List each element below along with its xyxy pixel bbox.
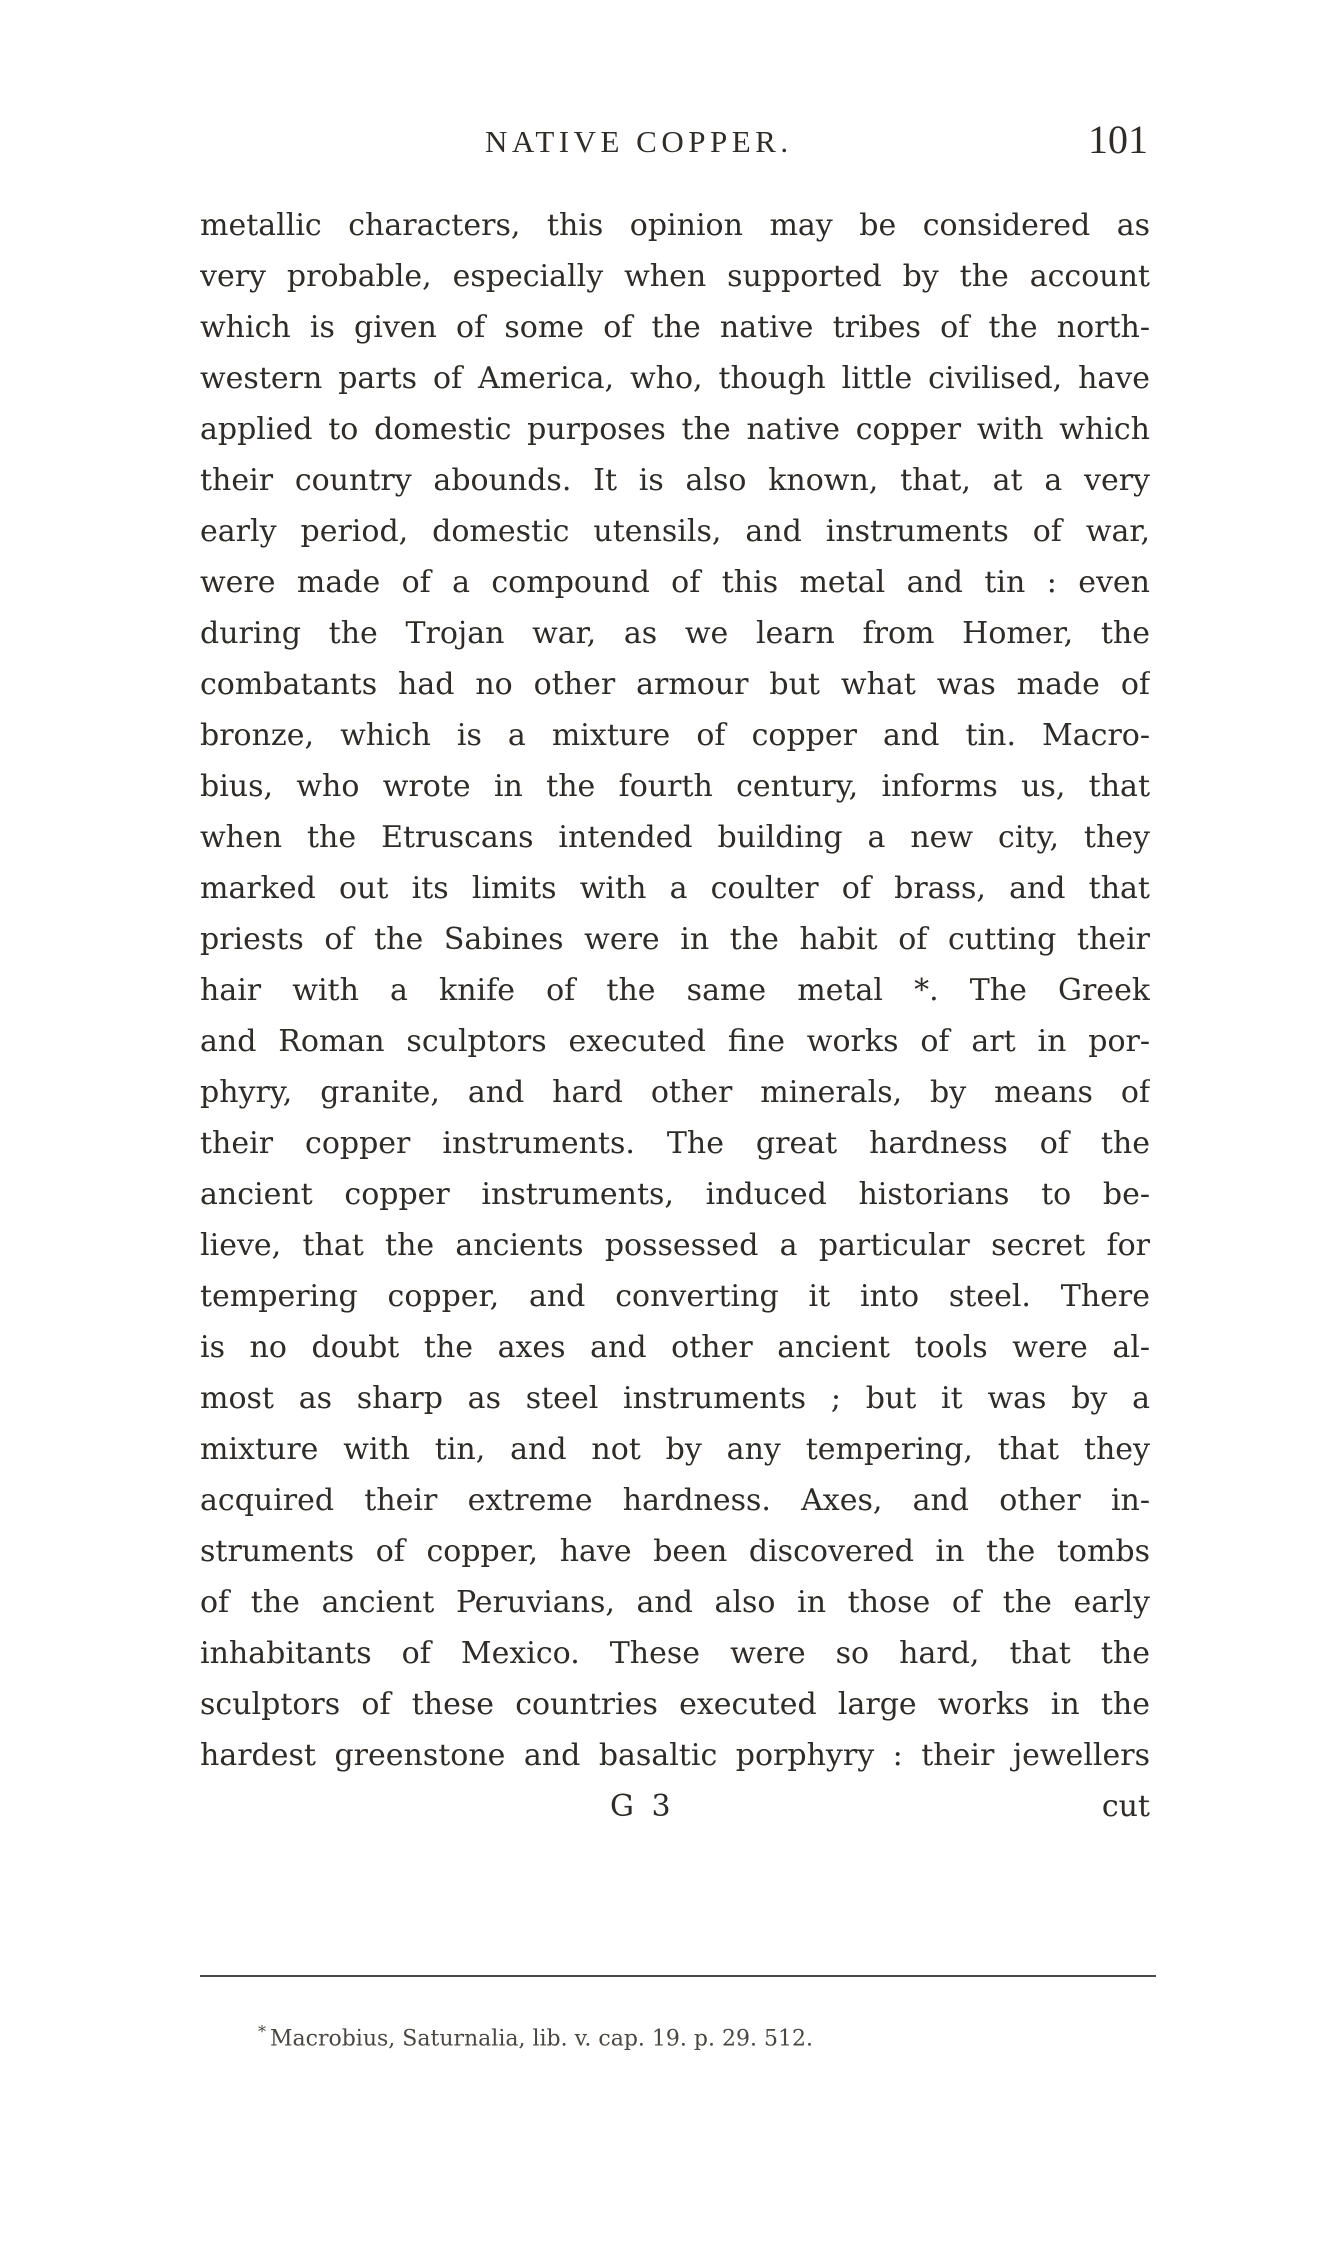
text-line: of the ancient Peruvians, and also in those of the early xyxy=(200,1585,1150,1620)
catch-line xyxy=(200,1781,1150,1832)
running-title: NATIVE COPPER. xyxy=(485,124,793,159)
page-number: 101 xyxy=(1088,117,1148,162)
text-line: lieve, that the ancients possessed a particular secret for xyxy=(200,1228,1150,1263)
text-line: is no doubt the axes and other ancient tools were al- xyxy=(200,1330,1150,1365)
text-line: combatants had no other armour but what was made of xyxy=(200,667,1150,702)
text-line: early period, domestic utensils, and instruments of war, xyxy=(200,514,1150,549)
text-line: inhabitants of Mexico. These were so hard, that the xyxy=(200,1636,1150,1671)
text-line: struments of copper, have been discovered in the tombs xyxy=(200,1534,1150,1569)
text-line: priests of the Sabines were in the habit of cutting their xyxy=(200,922,1150,957)
catchword: cut xyxy=(1101,1789,1150,1824)
text-line: phyry, granite, and hard other minerals, by means of xyxy=(200,1075,1150,1110)
text-line: when the Etruscans intended building a new city, they xyxy=(200,820,1150,855)
text-line: western parts of America, who, though little civilised, have xyxy=(200,361,1150,396)
text-line: applied to domestic purposes the native copper with which xyxy=(200,412,1150,447)
footnote-text: Macrobius, Saturnalia, lib. v. cap. 19. p. 29. 512. xyxy=(270,2026,813,2052)
text-line: metallic characters, this opinion may be considered as xyxy=(200,208,1150,243)
text-line: sculptors of these countries executed large works in the xyxy=(200,1687,1150,1722)
text-line: mixture with tin, and not by any tempering, that they xyxy=(200,1432,1150,1467)
text-line: bius, who wrote in the fourth century, informs us, that xyxy=(200,769,1150,804)
text-line: ancient copper instruments, induced historians to be- xyxy=(200,1177,1150,1212)
text-line: hair with a knife of the same metal *. The Greek xyxy=(200,973,1150,1008)
text-line: very probable, especially when supported by the account xyxy=(200,259,1150,294)
body-text xyxy=(200,200,1150,1832)
text-line: hardest greenstone and basaltic porphyry : their jewellers xyxy=(200,1738,1150,1773)
text-line: acquired their extreme hardness. Axes, and other in- xyxy=(200,1483,1150,1518)
text-line: marked out its limits with a coulter of brass, and that xyxy=(200,871,1150,906)
text-line: bronze, which is a mixture of copper and tin. Macro- xyxy=(200,718,1150,753)
footnote-rule xyxy=(200,1975,1156,1977)
footnote xyxy=(258,2022,813,2051)
text-line: which is given of some of the native tribes of the north- xyxy=(200,310,1150,345)
signature-mark: G 3 xyxy=(610,1789,675,1824)
running-head xyxy=(200,112,1160,172)
text-line: were made of a compound of this metal and tin : even xyxy=(200,565,1150,600)
text-line: and Roman sculptors executed fine works of art in por- xyxy=(200,1024,1150,1059)
text-line: tempering copper, and converting it into steel. There xyxy=(200,1279,1150,1314)
footnote-mark: * xyxy=(258,2022,266,2041)
text-line: most as sharp as steel instruments ; but it was by a xyxy=(200,1381,1150,1416)
text-line: during the Trojan war, as we learn from Homer, the xyxy=(200,616,1150,651)
text-line: their country abounds. It is also known, that, at a very xyxy=(200,463,1150,498)
text-line: their copper instruments. The great hardness of the xyxy=(200,1126,1150,1161)
